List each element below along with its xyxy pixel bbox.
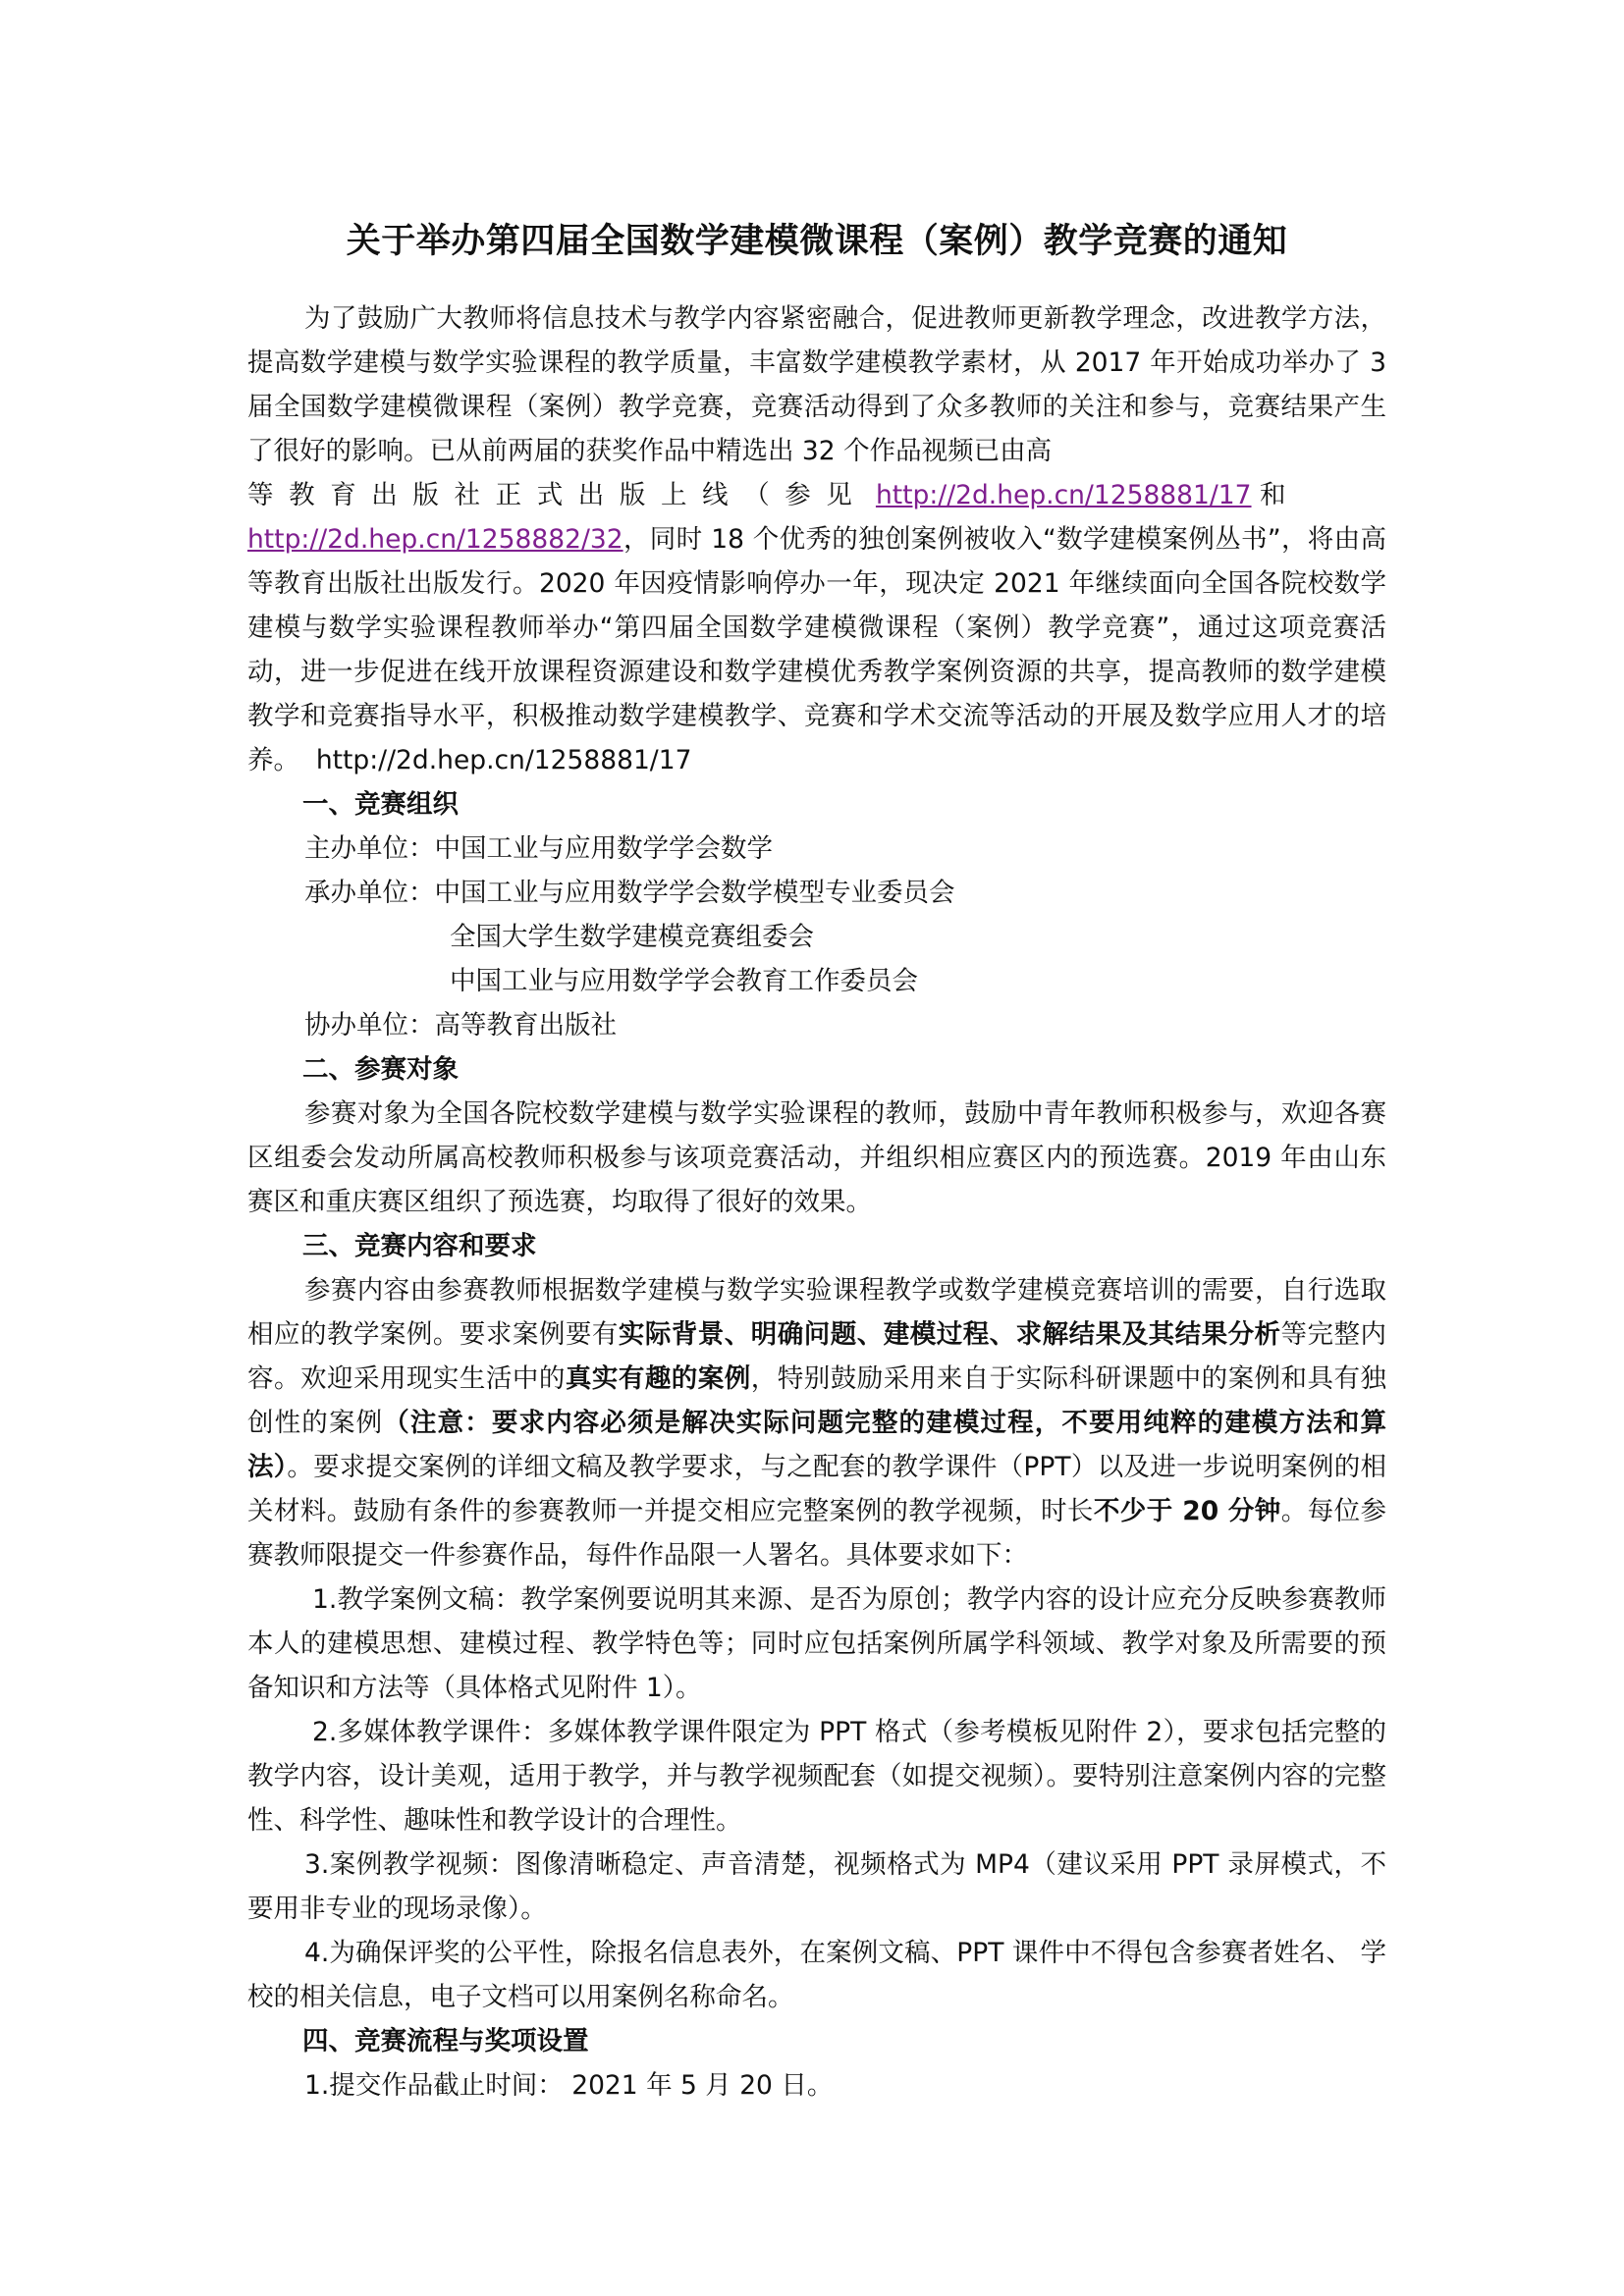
intro-paragraph-3 [247, 517, 1386, 782]
content-bold-4: 不少于 20 分钟 [1093, 1496, 1281, 1526]
requirement-item-4: 4.为确保评奖的公平性，除报名信息表外，在案例文稿、PPT 课件中不得包含参赛者姓名、 学校的相关信息，电子文档可以用案例名称命名。 [247, 1938, 1386, 2012]
intro-paragraph-1: 为了鼓励广大教师将信息技术与教学内容紧密融合，促进教师更新教学理念，改进教学方法，提高数学建模与数学实验课程的教学质量，丰富数学建模教学素材，从 2017 年开始成功举办了 3 届全国数学建模微课程（案例）教学竞赛，竞赛活动得到了众多教师的关注和参与，竞赛结果产生了很好的影响。已从前两届的获奖作品中精选出 32 个作品视频已由高 [247, 303, 1386, 466]
content-bold-1: 实际背景、明确问题、建模过程、求解结果及其结果分析 [618, 1319, 1281, 1350]
participants-paragraph: 参赛对象为全国各院校数学建模与数学实验课程的教师，鼓励中青年教师积极参与，欢迎各赛区组委会发动所属高校教师积极参与该项竞赛活动，并组织相应赛区内的预选赛。2019 年由山东赛区和重庆赛区组织了预选赛，均取得了很好的效果。 [247, 1098, 1386, 1217]
link-video-series-1[interactable]: http://2d.hep.cn/1258881/17 [875, 480, 1252, 510]
content-text-2: 等完整内容。欢迎采用现实生活中的 [247, 1319, 1387, 1394]
requirement-item-3: 3.案例教学视频：图像清晰稳定、声音清楚，视频格式为 MP4（建议采用 PPT 录屏模式，不要用非专业的现场录像）。 [247, 1849, 1386, 1924]
content-text-1: 参赛内容由参赛教师根据数学建模与数学实验课程教学或数学建模竞赛培训的需要，自行选取相应的教学案例。要求案例要有 [247, 1275, 1386, 1350]
requirement-item-1: 1.教学案例文稿：教学案例要说明其来源、是否为原创；教学内容的设计应充分反映参赛教师本人的建模思想、建模过程、教学特色等；同时应包括案例所属学科领域、教学对象及所需要的预备知识和方法等（具体格式见附件 1）。 [247, 1584, 1386, 1703]
intro-and: 和 [1259, 480, 1286, 510]
intro-paragraph-2 [247, 473, 1386, 517]
intro-trailing-url: http://2d.hep.cn/1258881/17 [315, 745, 692, 775]
content-bold-3: （注意：要求内容必须是解决实际问题完整的建模过程，不要用纯粹的建模方法和算法） [247, 1408, 1387, 1482]
requirement-item-2: 2.多媒体教学课件：多媒体教学课件限定为 PPT 格式（参考模板见附件 2），要求包括完整的教学内容，设计美观，适用于教学，并与教学视频配套（如提交视频）。要特别注意案例内容的完整性、科学性、趣味性和教学设计的合理性。 [247, 1717, 1386, 1836]
content-paragraph [247, 1268, 1386, 1577]
document-title: 关于举办第四届全国数学建模微课程（案例）教学竞赛的通知 [346, 222, 1288, 261]
organizer-unit-2: 全国大学生数学建模竞赛组委会 [450, 922, 814, 952]
section-heading-content: 三、竞赛内容和要求 [302, 1231, 537, 1261]
intro-spaced-text: 等教育出版社正式出版上线（参见 [247, 480, 868, 510]
organizer-unit: 承办单位：中国工业与应用数学学会数学模型专业委员会 [304, 878, 955, 908]
section-heading-organization: 一、竞赛组织 [302, 789, 459, 820]
section-heading-participants: 二、参赛对象 [302, 1054, 459, 1085]
content-text-4: 。要求提交案例的详细文稿及教学要求，与之配套的教学课件（PPT）以及进一步说明案例的相关材料。鼓励有条件的参赛教师一并提交相应完整案例的教学视频，时长 [247, 1452, 1386, 1526]
content-bold-2: 真实有趣的案例 [565, 1363, 751, 1394]
content-text-5: 。每位参赛教师限提交一件参赛作品，每件作品限一人署名。具体要求如下： [247, 1496, 1387, 1571]
content-text-3: ，特别鼓励采用来自于实际科研课题中的案例和具有独创性的案例 [247, 1363, 1387, 1438]
deadline-item: 1.提交作品截止时间： 2021 年 5 月 20 日。 [304, 2070, 834, 2101]
notice-document [247, 214, 1386, 2108]
co-organizer-unit: 协办单位：高等教育出版社 [304, 1010, 617, 1041]
host-unit: 主办单位：中国工业与应用数学学会数学 [304, 833, 773, 864]
section-heading-process: 四、竞赛流程与奖项设置 [302, 2026, 589, 2056]
intro-continuation: ，同时 18 个优秀的独创案例被收入“数学建模案例丛书”，将由高等教育出版社出版发行。2020 年因疫情影响停办一年，现决定 2021 年继续面向全国各院校数学建模与数学实验课程教师举办“第四届全国数学建模微课程（案例）教学竞赛”，通过这项竞赛活动，进一步促进在线开放课程资源建设和数学建模优秀教学案例资源的共享，提高教师的数学建模教学和竞赛指导水平，积极推动数学建模教学、竞赛和学术交流等活动的开展及数学应用人才的培养。 [247, 524, 1386, 775]
link-video-series-2[interactable]: http://2d.hep.cn/1258882/32 [247, 524, 623, 555]
organizer-unit-3: 中国工业与应用数学学会教育工作委员会 [450, 966, 918, 996]
